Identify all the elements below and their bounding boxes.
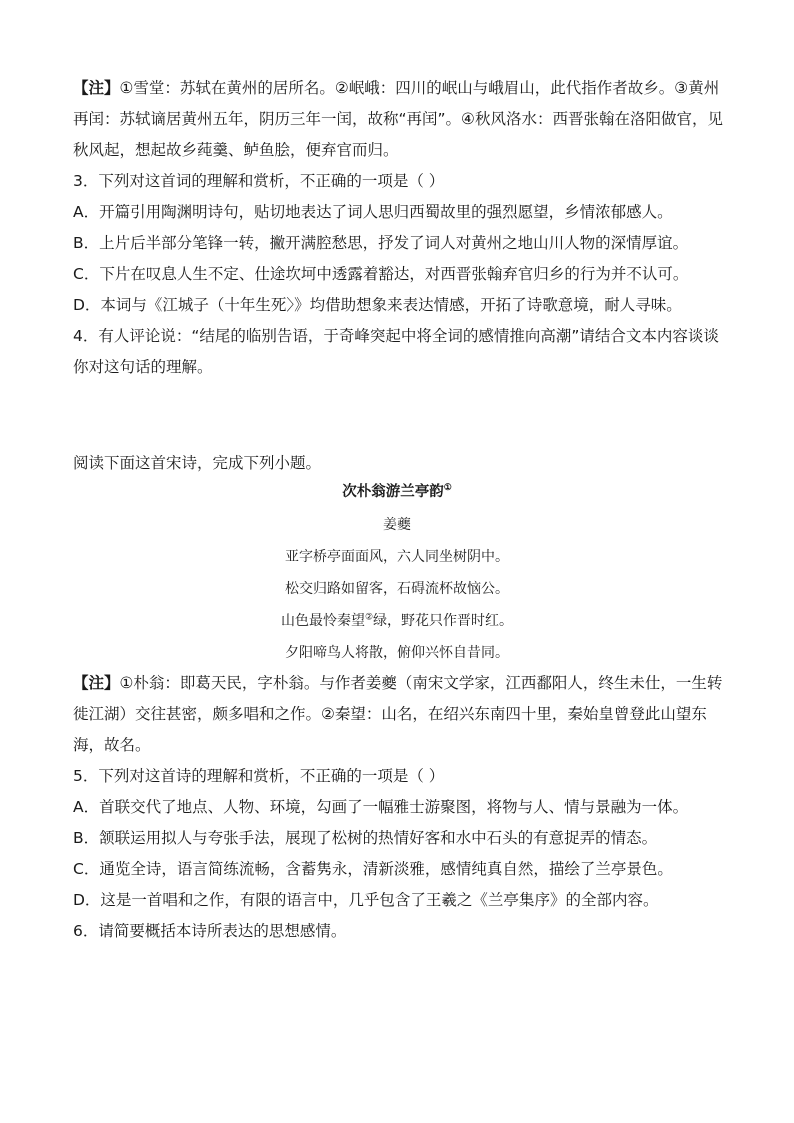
question-5: 5．下列对这首诗的理解和赏析，不正确的一项是（ ）	[73, 767, 445, 785]
poem-title: 次朴翁游兰亭韵①	[342, 483, 452, 500]
question-6: 6．请简要概括本诗所表达的思想感情。	[73, 922, 347, 940]
q5-option-c: C．通览全诗，语言简练流畅，含蓄隽永，清新淡雅，感情纯真自然，描绘了兰亭景色。	[73, 860, 673, 878]
q5-option-a: A．首联交代了地点、人物、环境，勾画了一幅雅士游聚图，将物与人、情与景融为一体。	[73, 798, 689, 816]
q3-option-d: D．本词与《江城子（十年生死〉》均借助想象来表达情感，开拓了诗歌意境，耐人寻味。	[73, 296, 682, 314]
line-footnote-mark: ②	[364, 612, 374, 623]
note-text: ①雪堂：苏轼在黄州的居所名。②岷峨：四川的岷山与峨眉山，此代指作者故乡。③黄州再闰：苏轼谪居黄州五年，阴历三年一闰，故称“再闰”。④秋风洛水：西晋张翰在洛阳做官，见秋风起，想起故乡莼羹、鲈鱼脍，便弃官而归。	[73, 79, 723, 159]
question-3: 3．下列对这首词的理解和赏析，不正确的一项是（ ）	[73, 172, 445, 190]
note-text: ①朴翁：即葛天民，字朴翁。与作者姜夔（南宋文学家，江西鄱阳人，终生未仕，一生转徙江湖）交往甚密，颇多唱和之作。②秦望：山名，在绍兴东南四十里，秦始皇曾登此山望东海，故名。	[73, 674, 723, 754]
q3-option-b: B．上片后半部分笔锋一转，撇开满腔愁思，抒发了词人对黄州之地山川人物的深情厚谊。	[73, 234, 689, 252]
title-footnote-mark: ①	[443, 483, 452, 494]
poem-author: 姜夔	[383, 517, 411, 533]
q3-option-a: A．开篇引用陶渊明诗句，贴切地表达了词人思归西蜀故里的强烈愿望，乡情浓郁感人。	[73, 203, 673, 221]
intro-line	[73, 448, 723, 479]
note-1	[73, 73, 723, 166]
note-2	[73, 668, 723, 761]
question-4: 4．有人评论说：“结尾的临别告语，于奇峰突起中将全词的感情推向高潮”请结合文本内容谈谈你对这句话的理解。	[73, 327, 719, 376]
poem-line-1: 亚字桥亭面面风，六人同坐树阴中。	[285, 549, 509, 565]
poem-line-2: 松交归路如留客，石碍流杯故恼公。	[285, 581, 509, 597]
poem-line-4: 夕阳啼鸟人将散，俯仰兴怀自昔同。	[285, 645, 509, 661]
q3-option-c: C．下片在叹息人生不定、仕途坎坷中透露着豁达，对西晋张翰弃官归乡的行为并不认可。	[73, 265, 689, 283]
section2	[73, 668, 723, 947]
section1	[73, 73, 723, 383]
q5-option-d: D．这是一首唱和之作，有限的语言中，几乎包含了王羲之《兰亭集序》的全部内容。	[73, 891, 659, 909]
note-label: 【注】	[73, 79, 120, 97]
note-label: 【注】	[73, 674, 120, 692]
q5-option-b: B．颔联运用拟人与夸张手法，展现了松树的热情好客和水中石头的有意捉弄的情态。	[73, 829, 658, 847]
reading-intro: 阅读下面这首宋诗，完成下列小题。	[73, 454, 322, 472]
poem-line-3: 山色最怜秦望②绿，野花只作晋时红。	[280, 612, 514, 629]
